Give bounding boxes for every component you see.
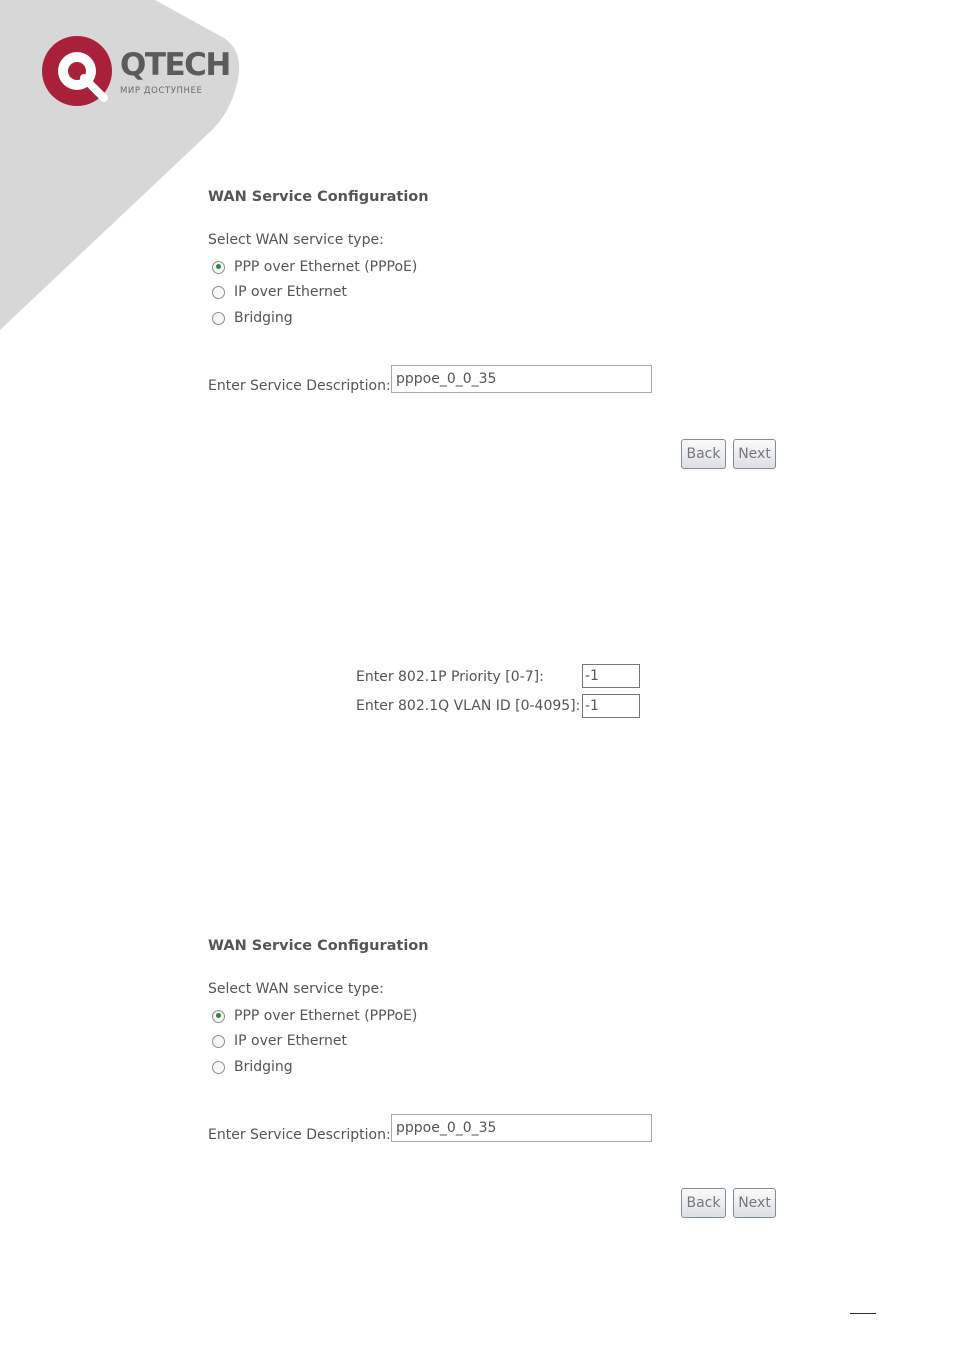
vlan-settings (356, 662, 656, 722)
wan-service-panel-bottom (208, 938, 788, 1238)
logo-wordmark: QTECH (120, 47, 230, 83)
radio-label: Bridging (234, 310, 293, 326)
back-button[interactable]: Back (681, 1188, 726, 1218)
back-button[interactable]: Back (681, 439, 726, 469)
radio-label: PPP over Ethernet (PPPoE) (234, 259, 418, 275)
radio-button[interactable] (212, 1010, 225, 1023)
radio-option-bridging[interactable] (212, 307, 293, 329)
radio-label: Bridging (234, 1059, 293, 1075)
qtech-logo (38, 32, 238, 112)
radio-button[interactable] (212, 1035, 225, 1048)
priority-input[interactable] (582, 664, 640, 688)
radio-option-pppoe[interactable] (212, 1005, 417, 1027)
radio-button[interactable] (212, 312, 225, 325)
radio-button[interactable] (212, 1061, 225, 1074)
next-button[interactable]: Next (733, 439, 776, 469)
radio-label: IP over Ethernet (234, 284, 347, 300)
radio-button[interactable] (212, 261, 225, 274)
radio-option-ipoe[interactable] (212, 1030, 347, 1052)
vlan-id-label: Enter 802.1Q VLAN ID [0-4095]: (356, 698, 581, 714)
radio-option-bridging[interactable] (212, 1056, 293, 1078)
service-type-label: Select WAN service type: (208, 232, 384, 248)
page-number-rule (850, 1313, 876, 1314)
vlan-id-input[interactable] (582, 694, 640, 718)
service-type-label: Select WAN service type: (208, 981, 384, 997)
radio-option-pppoe[interactable] (212, 256, 417, 278)
service-description-input[interactable] (391, 365, 652, 393)
service-description-label: Enter Service Description: (208, 378, 391, 394)
service-description-label: Enter Service Description: (208, 1127, 391, 1143)
radio-option-ipoe[interactable] (212, 281, 347, 303)
qtech-logo-icon (40, 34, 114, 108)
service-description-input[interactable] (391, 1114, 652, 1142)
radio-label: IP over Ethernet (234, 1033, 347, 1049)
radio-label: PPP over Ethernet (PPPoE) (234, 1008, 418, 1024)
next-button[interactable]: Next (733, 1188, 776, 1218)
page-title: WAN Service Configuration (208, 189, 429, 205)
page-title: WAN Service Configuration (208, 938, 429, 954)
priority-label: Enter 802.1P Priority [0-7]: (356, 669, 544, 685)
wan-service-panel-top (208, 189, 788, 489)
logo-tagline: МИР ДОСТУПНЕЕ (120, 86, 203, 96)
radio-button[interactable] (212, 286, 225, 299)
